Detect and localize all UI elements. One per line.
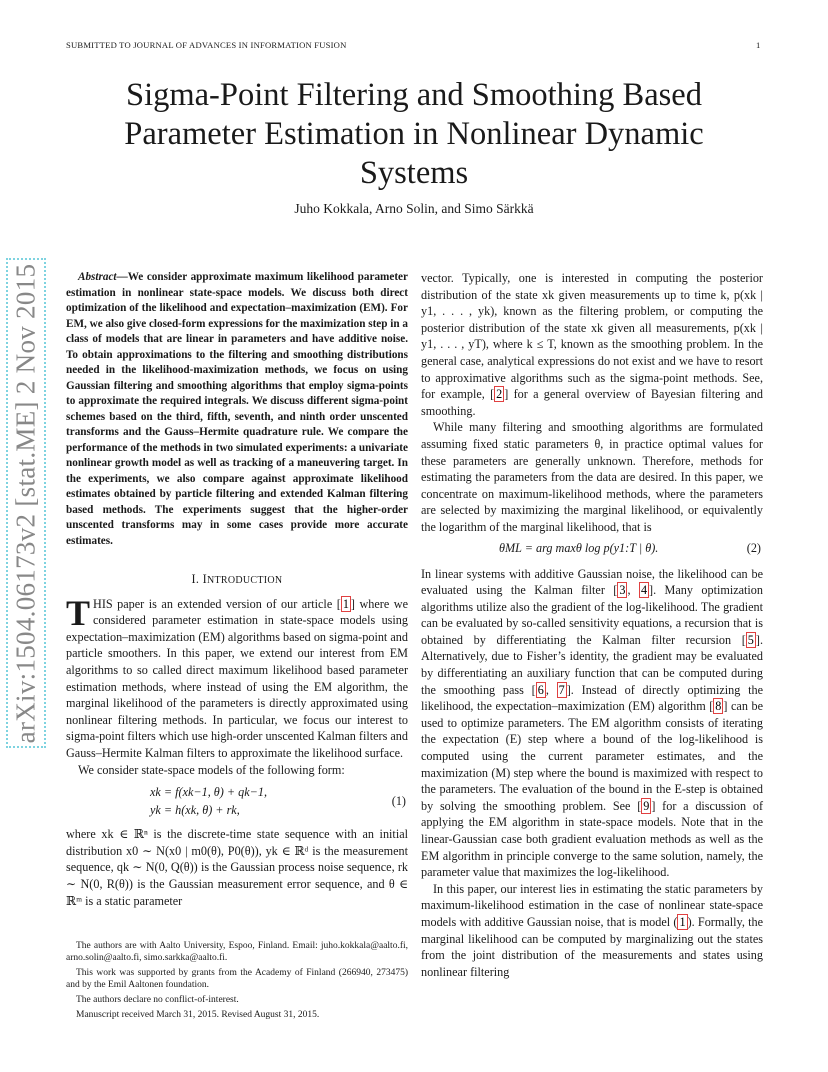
- footnotes: [66, 940, 408, 1024]
- abstract-lead: Abstract: [78, 271, 117, 283]
- authors: Juho Kokkala, Arno Solin, and Simo Särkkä: [294, 201, 534, 216]
- footnote-affiliation: The authors are with Aalto University, Espoo, Finland. Email: juho.kokkala@aalto.fi, arno.solin@aalto.fi, simo.sarkka@aalto.fi.: [66, 941, 408, 963]
- right-paragraph-4: In this paper, our interest lies in estimating the static parameters by maximum-likelihood estimation in the case of nonlinear state-space models with additive Gaussian noise, that is model ( 1 ). Formally, the marginal likelihood can be computed by marginalizing out the states from the joint distribution of the measurements and states using nonlinear filtering: [421, 881, 764, 979]
- title-line-3: Systems: [359, 155, 469, 191]
- citation-link[interactable]: 9: [643, 798, 650, 813]
- footnote-funding: This work was supported by grants from the Academy of Finland (266940, 273475) and by the Emil Aaltonen foundation.: [66, 968, 408, 990]
- citation-link[interactable]: 8: [715, 699, 722, 714]
- equation-number: (1): [391, 794, 406, 809]
- right-paragraph-3: In linear systems with additive Gaussian noise, the likelihood can be evaluated using the Kalman filter [ 3 , 4 ]. Many optimization algorithms utilize also the gradient of the log-likelihood. The gradient can be evaluated by so-called sensitivity equations, a recursion that is obtained by differentiating the Kalman filter recursion [ 5 ]. Alternatively, due to Fisher’s identity, the gradient may be evaluated by differentiating an auxiliary function that can be computed during the smoothing pass [ 6 , 7 ]. Instead of directly optimizing the likelihood, the expectation–maximization (EM) algorithm [ 8 ] can be used to optimize parameters. The EM algorithm consists of iterating the expectation (E) step where a bound of the log-likelihood is computed using the current parameter estimates, and the maximization (M) step where the bound is maximized with respect to the parameters. The evaluation of the bound in the E-step is obtained by solving the smoothing problem. See [ 9 ] for a discussion of applying the EM algorithm in state-space models. Note that in the linear-Gaussian case both gradient evaluation methods as well as the EM algorithm in principle converge to the same solution, namely, the parameter value that maximizes the log-likelihood.: [421, 566, 764, 880]
- citation-link[interactable]: 6: [537, 682, 544, 697]
- title-line-1: Sigma-Point Filtering and Smoothing Based: [126, 77, 702, 113]
- intro-paragraph-3: where xk ∈ ℝⁿ is the discrete-time state sequence with an initial distribution x0 ∼ N(x0 | m0(θ), P0(θ)), yk ∈ ℝᵈ is the measurement sequence, qk ∼ N(0, Q(θ)) is the Gaussian process noise sequence, rk ∼ N(0, R(θ)) is the Gaussian measurement error sequence, and θ ∈ ℝᵐ is a static parameter: [66, 827, 408, 908]
- footnote-conflict: The authors declare no conflict-of-interest.: [76, 995, 239, 1005]
- arxiv-stamp[interactable]: [6, 258, 46, 748]
- page-number: 1: [756, 40, 761, 50]
- equation-2-body: θML = arg maxθ log p(y1:T | θ).: [499, 540, 659, 555]
- citation-link[interactable]: 7: [558, 682, 565, 697]
- citation-link[interactable]: 3: [619, 583, 626, 598]
- intro-paragraph-2: We consider state-space models of the following form:: [78, 762, 345, 777]
- citation-link[interactable]: 4: [640, 583, 648, 598]
- equation-1: [66, 784, 408, 820]
- paper-title: [96, 76, 732, 193]
- arxiv-identifier: arXiv:1504.06173v2 [stat.ME] 2 Nov 2015: [10, 263, 41, 743]
- citation-link[interactable]: 1: [342, 596, 349, 611]
- left-column: [66, 270, 408, 909]
- abstract: [66, 270, 408, 549]
- running-head: SUBMITTED TO JOURNAL OF ADVANCES IN INFORMATION FUSION: [66, 40, 347, 50]
- right-column: [421, 270, 763, 980]
- right-paragraph-2: While many filtering and smoothing algorithms are formulated assuming fixed static parameters θ, in practice optimal values for these parameters are generally unknown. Therefore, methods for estimating the parameters from the data are desired. In this paper, we concentrate on maximum-likelihood methods, where the parameters are selected by maximizing the marginal likelihood, or equivalently the logarithm of the marginal likelihood, that is: [421, 420, 763, 534]
- footnote-manuscript: Manuscript received March 31, 2015. Revised August 31, 2015.: [76, 1010, 320, 1020]
- equation-link[interactable]: 1: [679, 914, 686, 929]
- intro-paragraph-1: THIS paper is an extended version of our article [ 1 ] where we considered parameter estimation in state-space models using expectation–maximization (EM) algorithms based on sigma-point and particle smoothers. In this paper, we extend our interest from EM algorithms to so called direct maximum likelihood based parameter estimation methods, where instead of using the EM algorithm, the marginal likelihood of the parameters is directly approximated using nonlinear filtering methods. In particular, we focus our interest to sigma-point filters which use high-order unscented Kalman filters and Gauss–Hermite Kalman filters to approximate the likelihood surface.: [66, 592, 408, 760]
- equation-1-line-2: yk = h(xk, θ) + rk,: [150, 803, 240, 818]
- abstract-text: —We consider approximate maximum likelihood parameter estimation in nonlinear state-space models. We discuss both direct optimization of the likelihood and expectation–maximization (EM). For EM, we also give closed-form expressions for the maximization step in a class of models that are linear in parameters and have additive noise. To obtain approximations to the filtering and smoothing distributions needed in the likelihood-maximization methods, we focus on using Gaussian filtering and smoothing algorithms that employ sigma-points to approximate the required integrals. We discuss different sigma-point schemes based on the third, fifth, seventh, and ninth order unscented transforms and the Gauss–Hermite quadrature rule. We compare the performance of the methods in two simulated experiments: a univariate nonlinear growth model as well as tracking of a maneuvering target. In the experiments, we also compare against approximate likelihood estimates obtained by particle filtering and extended Kalman filtering based methods. The experiments suggest that the higher-order unscented transforms may in some cases provide more accurate estimates.: [66, 271, 409, 547]
- title-line-2: Parameter Estimation in Nonlinear Dynamic: [124, 116, 704, 152]
- right-paragraph-1: vector. Typically, one is interested in computing the posterior distribution of the state xk given measurements up to time k, p(xk | y1, . . . , yk), known as the filtering problem, or computing the posterior distribution of the state xk given all measurements, p(xk | y1, . . . , yT), where k ≤ T, known as the smoothing problem. In the general case, analytical expressions do not exist and we have to resort to approximative algorithms such as the sigma-point methods. See, for example, [ 2 ] for a general overview of Bayesian filtering and smoothing.: [421, 271, 763, 418]
- citation-link[interactable]: 5: [747, 632, 754, 647]
- dropcap: T: [66, 592, 91, 633]
- section-heading-introduction: I. INTRODUCTION: [191, 572, 283, 586]
- equation-number: (2): [746, 540, 761, 555]
- equation-2: [421, 540, 763, 560]
- citation-link[interactable]: 2: [496, 387, 503, 402]
- equation-1-line-1: xk = f(xk−1, θ) + qk−1,: [150, 785, 268, 800]
